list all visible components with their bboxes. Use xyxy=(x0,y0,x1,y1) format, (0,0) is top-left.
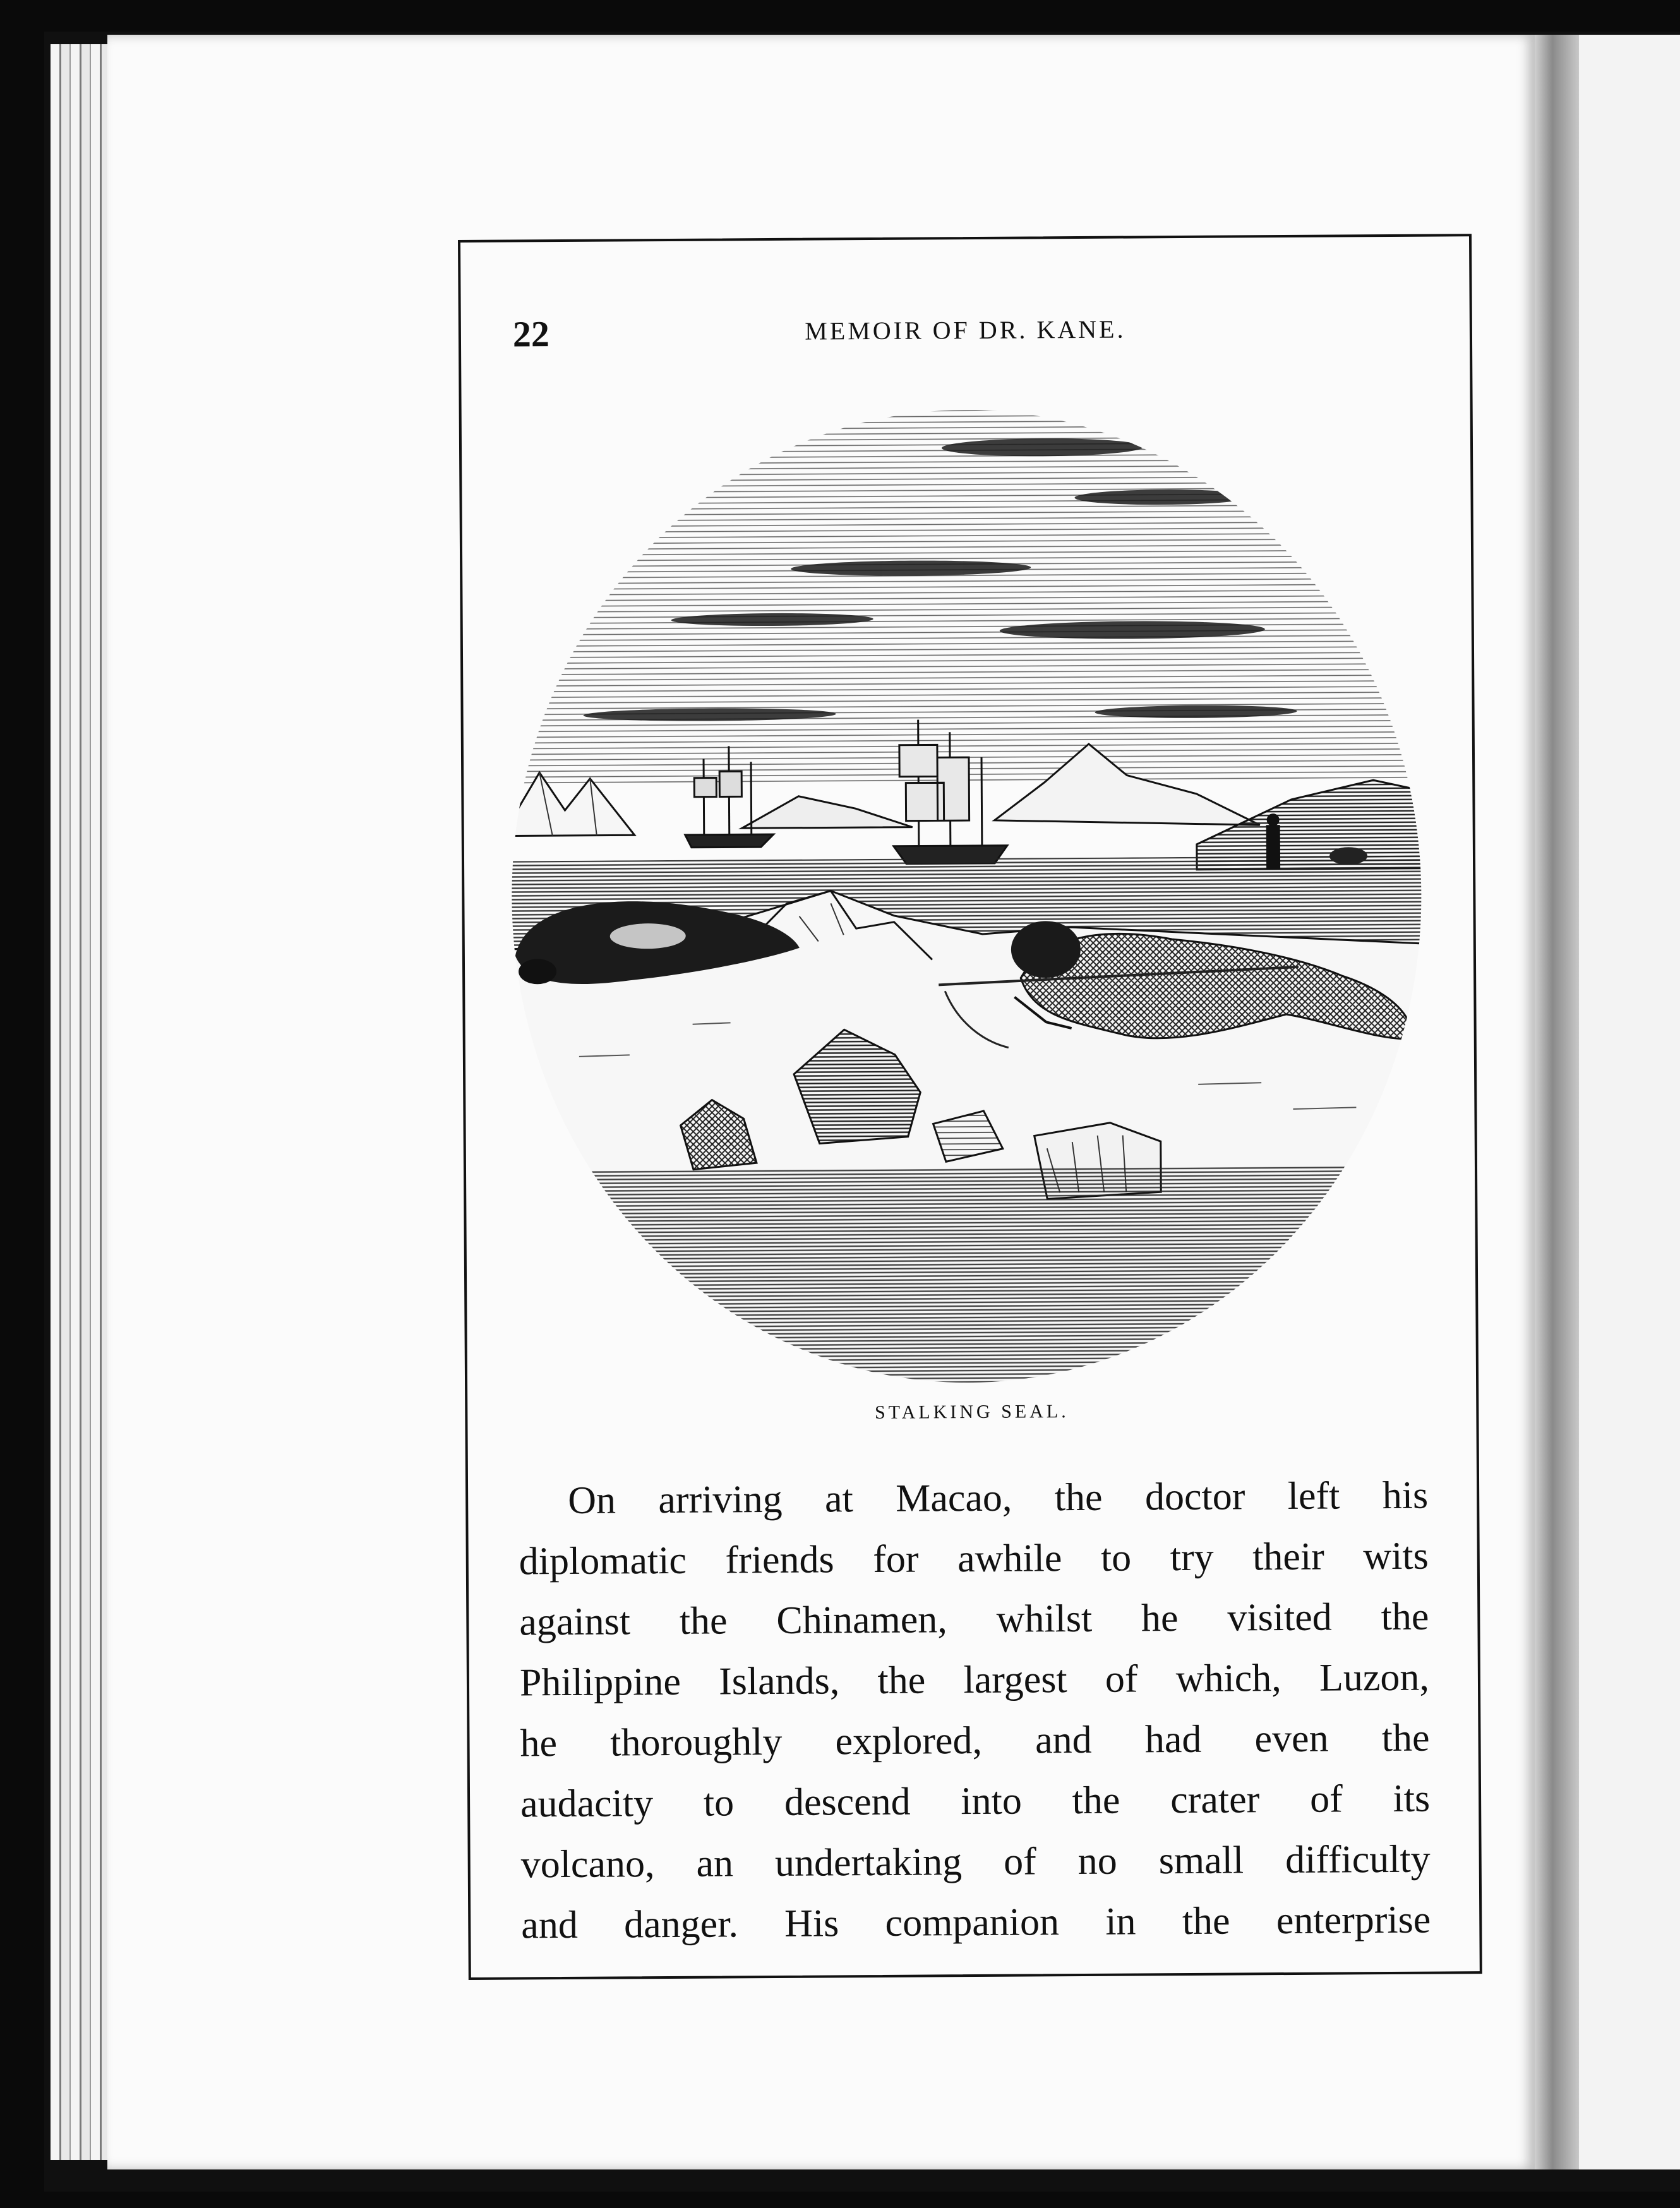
body-line: and danger. His companion in the enterprise xyxy=(521,1898,1431,1947)
book-page xyxy=(107,35,1535,2169)
illustration-caption: STALKING SEAL. xyxy=(874,1401,1069,1424)
stalking-seal-engraving xyxy=(499,388,1434,1417)
next-page-edge xyxy=(1579,35,1680,2169)
body-text xyxy=(519,1465,1431,1956)
running-head: MEMOIR OF DR. KANE. xyxy=(805,315,1126,345)
book-gutter xyxy=(1535,35,1579,2169)
text-frame xyxy=(458,234,1482,1980)
page-number: 22 xyxy=(512,313,550,355)
body-line: diplomatic friends for awhile to try their wits xyxy=(519,1534,1429,1583)
body-line: Philippine Islands, the largest of which, Luzon, xyxy=(519,1655,1430,1705)
body-line: On arriving at Macao, the doctor left his xyxy=(567,1473,1429,1522)
body-line: he thoroughly explored, and had even the xyxy=(520,1716,1430,1765)
body-line: volcano, an undertaking of no small difficulty xyxy=(520,1837,1431,1887)
body-line: audacity to descend into the crater of its xyxy=(520,1777,1431,1826)
body-line: against the Chinamen, whilst he visited the xyxy=(519,1595,1429,1644)
